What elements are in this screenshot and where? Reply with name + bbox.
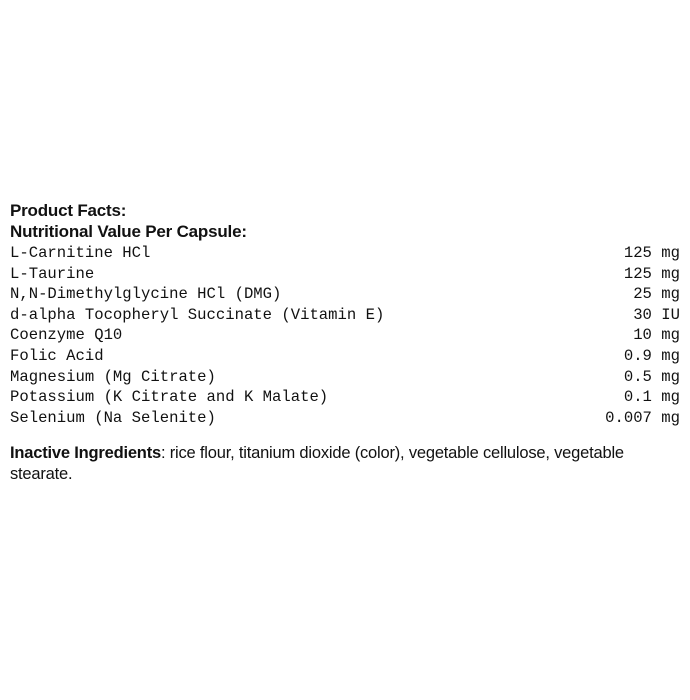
fact-name: Selenium (Na Selenite) (10, 408, 216, 427)
fact-amount: 125 mg (623, 244, 680, 262)
fact-name: Coenzyme Q10 (10, 326, 123, 345)
fact-name: N,N-Dimethylglycine HCl (DMG) (10, 285, 282, 304)
fact-name: L-Carnitine HCl (10, 244, 151, 262)
fact-row (10, 367, 680, 388)
fact-name: Folic Acid (10, 346, 104, 365)
product-facts-panel (10, 200, 680, 485)
fact-row (10, 284, 680, 305)
fact-amount: 0.007 mg (605, 408, 680, 427)
fact-amount: 0.9 mg (623, 346, 680, 365)
fact-row (10, 387, 680, 408)
fact-row (10, 408, 680, 429)
inactive-ingredients (10, 443, 680, 485)
fact-row (10, 325, 680, 346)
fact-row (10, 243, 680, 264)
product-facts-heading: Product Facts: (10, 201, 127, 220)
fact-row (10, 346, 680, 367)
fact-amount: 25 mg (633, 285, 680, 304)
nutritional-value-heading: Nutritional Value Per Capsule: (10, 222, 247, 241)
fact-name: d-alpha Tocopheryl Succinate (Vitamin E) (10, 305, 385, 324)
fact-amount: 30 IU (633, 305, 680, 324)
inactive-ingredients-label: Inactive Ingredients (10, 444, 161, 463)
fact-amount: 125 mg (623, 264, 680, 283)
fact-row (10, 264, 680, 285)
fact-row (10, 305, 680, 326)
fact-name: Potassium (K Citrate and K Malate) (10, 388, 329, 407)
fact-amount: 0.5 mg (623, 367, 680, 386)
fact-amount: 10 mg (633, 326, 680, 345)
inactive-ingredients-text: : rice flour, titanium dioxide (color), vegetable cellulose, vegetable stearate. (10, 444, 624, 484)
fact-name: Magnesium (Mg Citrate) (10, 367, 216, 386)
fact-amount: 0.1 mg (623, 388, 680, 407)
fact-name: L-Taurine (10, 264, 95, 283)
facts-list (10, 243, 680, 428)
